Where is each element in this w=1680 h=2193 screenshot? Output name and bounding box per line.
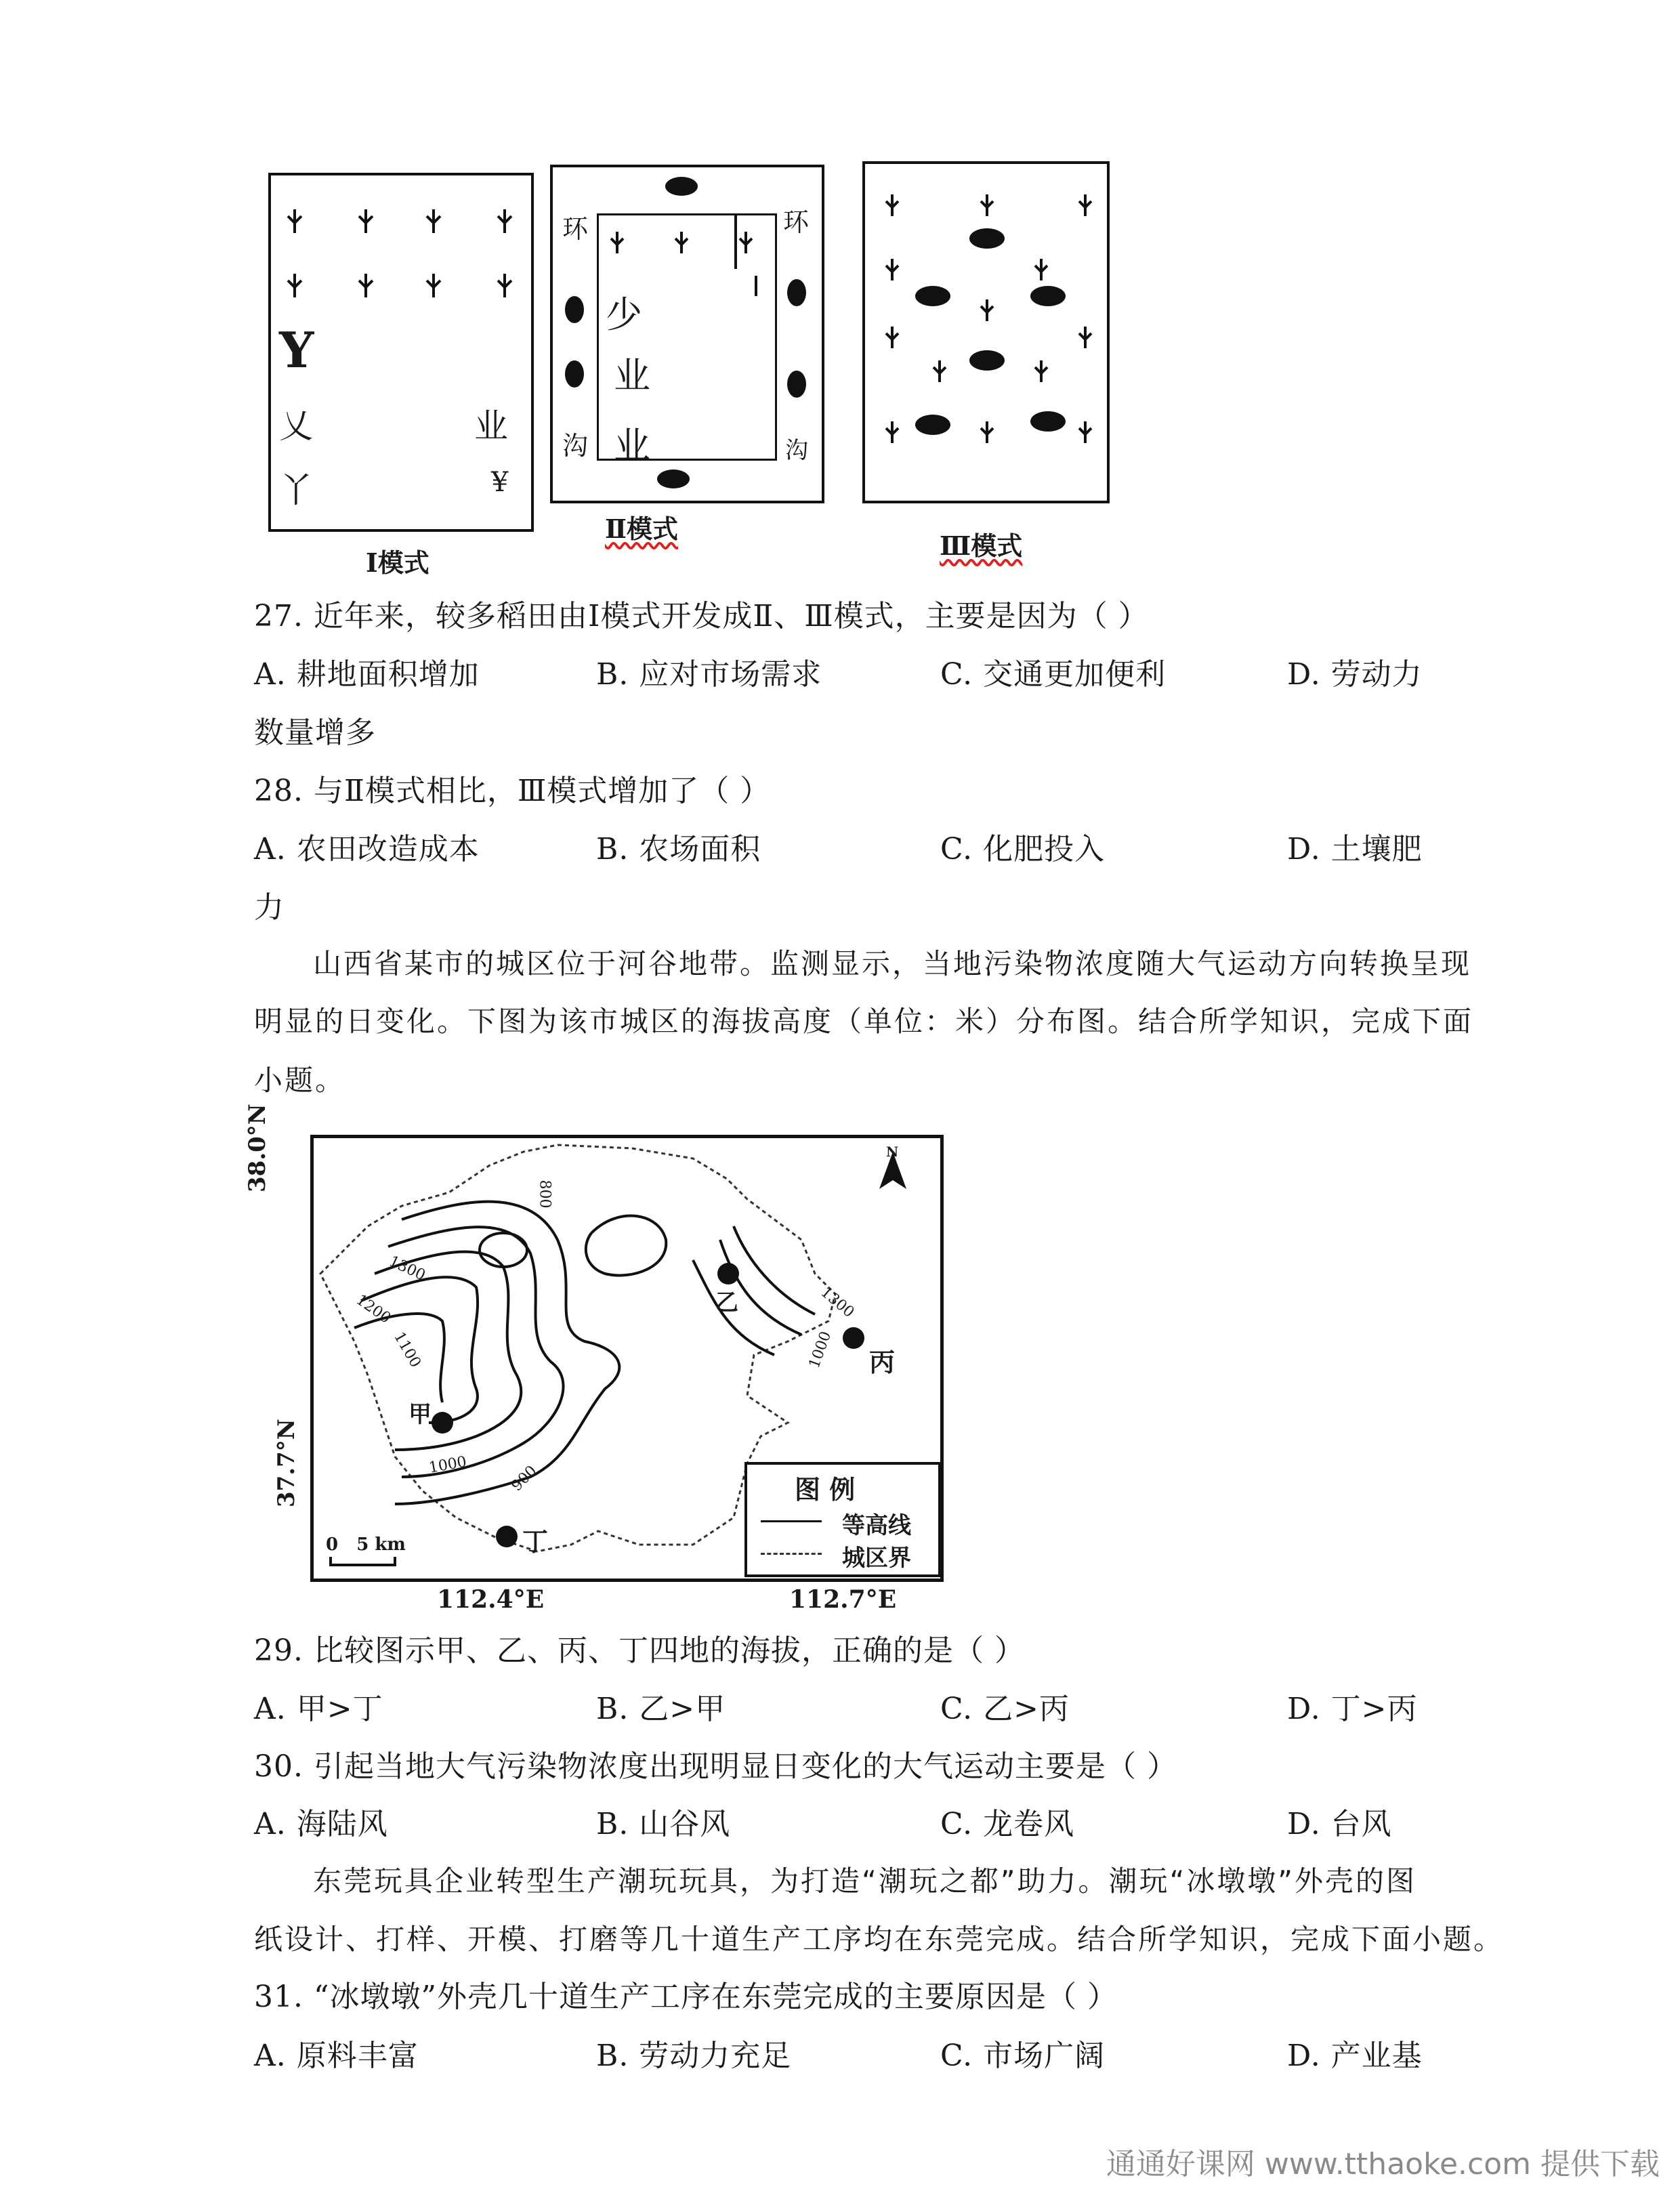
q30-option-b: B. 山谷风 bbox=[596, 1807, 731, 1841]
q27-stem: 27. 近年来，较多稻田由Ⅰ模式开发成Ⅱ、Ⅲ模式，主要是因为（ ） bbox=[254, 599, 1149, 633]
passage1-line-1: 山西省某市的城区位于河谷地带。监测显示，当地污染物浓度随大气运动方向转换呈现 bbox=[313, 947, 1472, 980]
q28-option-d: D. 土壤肥 bbox=[1287, 832, 1423, 866]
q29-stem: 29. 比较图示甲、乙、丙、丁四地的海拔，正确的是（ ） bbox=[254, 1633, 1025, 1668]
mode1-mark-a: 乂 bbox=[279, 406, 313, 446]
watermark-footer: 通通好课网 www.tthaoke.com 提供下载 bbox=[1106, 2147, 1660, 2181]
contour-label-1300-east: 1300 bbox=[817, 1283, 858, 1322]
map-lon-right: 112.7°E bbox=[789, 1585, 897, 1614]
mode1-y-mark: Y bbox=[279, 321, 314, 379]
legend-title: 图 例 bbox=[795, 1474, 856, 1505]
q31-option-b: B. 劳动力充足 bbox=[596, 2039, 792, 2073]
map-legend bbox=[744, 1462, 941, 1577]
q27-option-a: A. 耕地面积增加 bbox=[254, 657, 480, 692]
point-label-jia: 甲 bbox=[408, 1401, 432, 1428]
mode1-label: Ⅰ模式 bbox=[366, 547, 429, 578]
contour-label-1000-east: 1000 bbox=[805, 1329, 835, 1371]
mode3-frame bbox=[862, 161, 1110, 503]
scale-label: 0 5 km bbox=[326, 1534, 406, 1555]
mode1-mark-d: ¥ bbox=[491, 467, 509, 498]
q29-option-d: D. 丁>丙 bbox=[1287, 1692, 1418, 1726]
q31-option-d: D. 产业基 bbox=[1287, 2039, 1423, 2073]
q27-option-c: C. 交通更加便利 bbox=[940, 657, 1167, 692]
passage1-line-3: 小题。 bbox=[254, 1064, 346, 1097]
mode2-label: Ⅱ模式 bbox=[605, 514, 679, 544]
q30-stem: 30. 引起当地大气污染物浓度出现明显日变化的大气运动主要是（ ） bbox=[254, 1749, 1177, 1784]
mode1-mark-c: 业 bbox=[474, 406, 508, 446]
q28-option-b: B. 农场面积 bbox=[596, 832, 761, 866]
point-label-yi: 乙 bbox=[715, 1289, 738, 1316]
q28-option-c: C. 化肥投入 bbox=[940, 832, 1106, 866]
point-label-bing: 丙 bbox=[869, 1347, 896, 1377]
contour-label-900: 900 bbox=[508, 1462, 541, 1495]
map-lon-left: 112.4°E bbox=[437, 1585, 545, 1614]
mode3-label: Ⅲ模式 bbox=[940, 530, 1023, 561]
map-lat-bottom: 37.7°N bbox=[273, 1419, 300, 1507]
legend-contour-label: 等高线 bbox=[842, 1512, 911, 1539]
legend-boundary-line bbox=[761, 1553, 822, 1555]
mode2-icons bbox=[553, 167, 822, 501]
passage2-line-1: 东莞玩具企业转型生产潮玩玩具，为打造“潮玩之都”助力。潮玩“冰墩墩”外壳的图 bbox=[313, 1864, 1417, 1898]
north-label: N bbox=[886, 1144, 899, 1160]
contour-label-1200: 1200 bbox=[352, 1291, 394, 1327]
q27-option-b: B. 应对市场需求 bbox=[596, 657, 822, 692]
q28-option-a: A. 农田改造成本 bbox=[254, 832, 480, 866]
q31-option-a: A. 原料丰富 bbox=[254, 2039, 419, 2073]
q29-option-b: B. 乙>甲 bbox=[596, 1692, 726, 1726]
mode2-frame bbox=[550, 165, 824, 503]
q29-option-a: A. 甲>丁 bbox=[254, 1692, 383, 1726]
mode1-frame bbox=[268, 173, 534, 532]
contour-label-1100: 1100 bbox=[390, 1329, 424, 1371]
mode2-inner-text-2: 业 bbox=[614, 354, 650, 397]
q27-option-d: D. 劳动力 bbox=[1287, 657, 1423, 692]
mode2-left-ditch: 沟 bbox=[562, 431, 589, 461]
mode2-inner-text-1: 少 bbox=[606, 293, 642, 336]
mode2-inner-text-3: 业 bbox=[614, 424, 650, 467]
q30-option-d: D. 台风 bbox=[1287, 1807, 1392, 1841]
point-label-ding: 丁 bbox=[522, 1526, 549, 1557]
map-lat-top: 38.0°N bbox=[244, 1104, 271, 1192]
q31-stem: 31. “冰墩墩”外壳几十道生产工序在东莞完成的主要原因是（ ） bbox=[254, 1980, 1118, 2014]
passage1-line-2: 明显的日变化。下图为该市城区的海拔高度（单位：米）分布图。结合所学知识，完成下面 bbox=[254, 1005, 1474, 1038]
legend-contour-line bbox=[761, 1520, 822, 1522]
q30-option-a: A. 海陆风 bbox=[254, 1807, 388, 1841]
q31-option-c: C. 市场广阔 bbox=[940, 2039, 1106, 2073]
q30-option-c: C. 龙卷风 bbox=[940, 1807, 1075, 1841]
q28-stem: 28. 与Ⅱ模式相比，Ⅲ模式增加了（ ） bbox=[254, 774, 771, 808]
q27-option-d-wrap: 数量增多 bbox=[254, 715, 376, 750]
mode2-left-ring: 环 bbox=[562, 214, 589, 244]
passage2-line-2: 纸设计、打样、开模、打磨等几十道生产工序均在东莞完成。结合所学知识，完成下面小题。 bbox=[254, 1923, 1505, 1956]
contour-label-800: 800 bbox=[536, 1179, 553, 1209]
map-frame bbox=[310, 1135, 944, 1582]
mode1-mark-b: 丫 bbox=[279, 471, 313, 510]
legend-boundary-label: 城区界 bbox=[842, 1545, 911, 1572]
contour-label-1300-west: 1300 bbox=[386, 1253, 428, 1285]
q29-option-c: C. 乙>丙 bbox=[940, 1692, 1070, 1726]
q28-option-d-wrap: 力 bbox=[254, 890, 285, 925]
contour-label-1000-south: 1000 bbox=[427, 1453, 468, 1477]
mode2-right-ditch: 沟 bbox=[785, 437, 808, 464]
mode3-icons bbox=[865, 164, 1107, 501]
mode2-right-ring: 环 bbox=[783, 207, 810, 237]
